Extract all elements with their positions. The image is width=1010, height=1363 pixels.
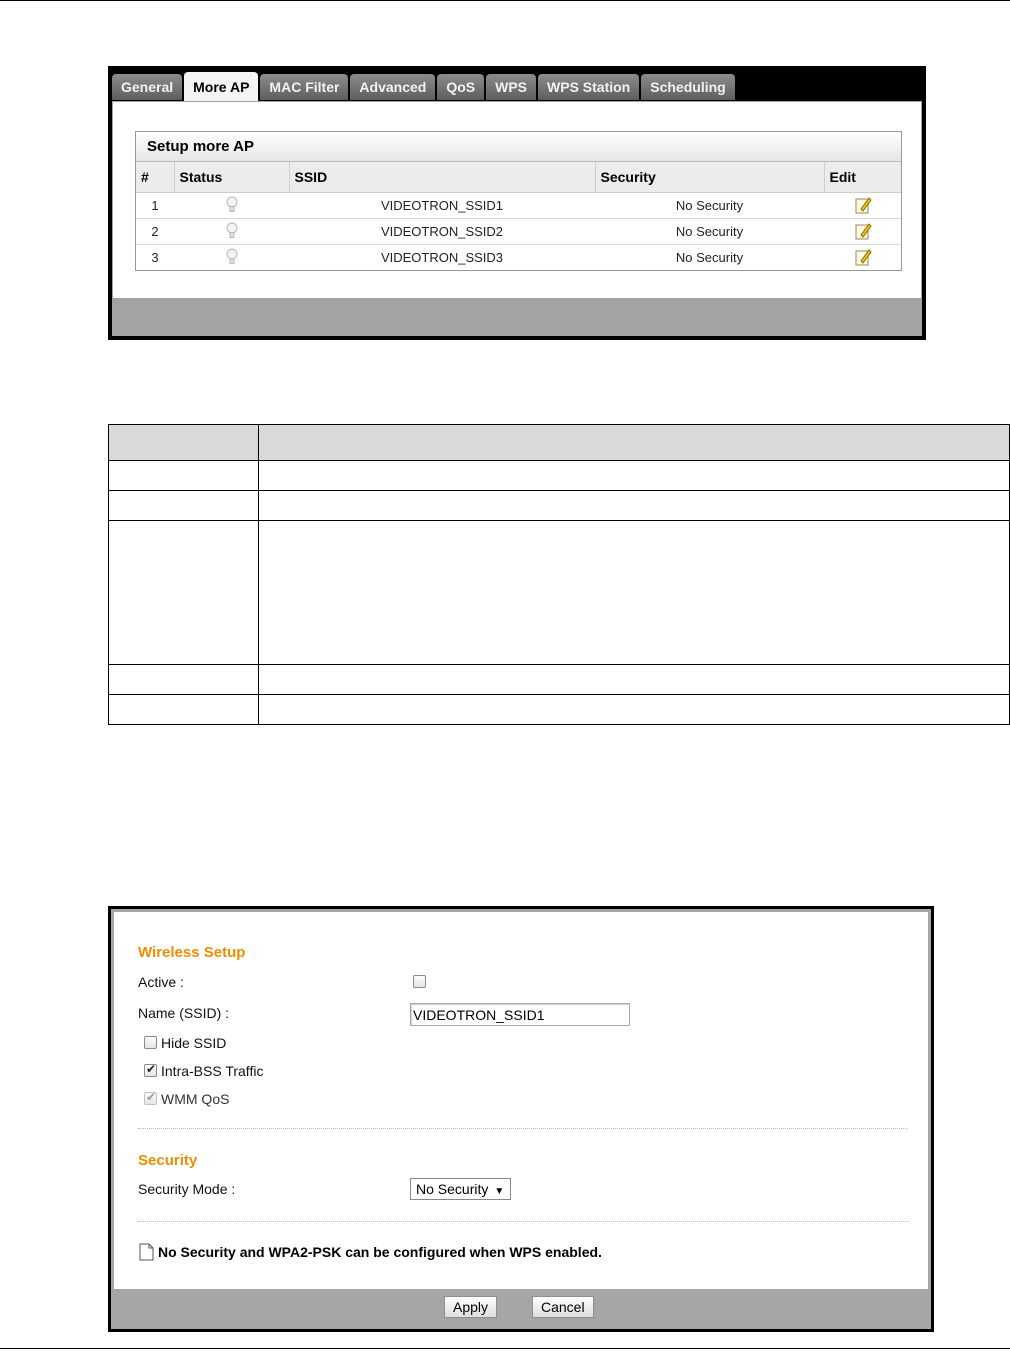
tab-panel-content [113, 102, 921, 298]
dialog-content [114, 912, 928, 1289]
page-bottom-rule [0, 1348, 1010, 1349]
row-number: 1 [136, 192, 174, 218]
section-divider [138, 1221, 908, 1222]
row-ssid: VIDEOTRON_SSID1 [289, 192, 595, 218]
table-row [136, 218, 901, 244]
description-table [108, 424, 1010, 725]
note-document-icon [139, 1243, 154, 1261]
tab-panel [112, 101, 922, 336]
wireless-setup-screenshot [108, 906, 934, 1332]
dropdown-arrow-icon: ▼ [494, 1186, 505, 1197]
col-number: # [136, 162, 174, 192]
hide-ssid-label: Hide SSID [161, 1035, 227, 1051]
more-ap-screenshot [108, 66, 926, 340]
description-text-cell [259, 665, 1010, 695]
table-row [136, 192, 901, 218]
hide-ssid-checkbox[interactable] [144, 1036, 157, 1049]
description-text-cell [259, 521, 1010, 665]
row-status [174, 218, 289, 244]
tab-advanced[interactable]: Advanced [350, 74, 435, 100]
active-label: Active : [138, 974, 184, 990]
tab-bar [112, 72, 735, 101]
table-row [136, 244, 901, 270]
tab-mac-filter[interactable]: MAC Filter [260, 74, 348, 100]
description-header-row [109, 425, 1010, 461]
dialog-frame [111, 909, 931, 1329]
security-title: Security [138, 1152, 198, 1169]
edit-pencil-icon[interactable] [854, 222, 872, 240]
lightbulb-off-icon [224, 222, 240, 240]
tab-wps-station[interactable]: WPS Station [538, 74, 639, 100]
wps-note [139, 1243, 602, 1261]
row-edit [824, 244, 901, 270]
description-header-desc [259, 425, 1010, 461]
intra-bss-checkbox[interactable] [144, 1064, 157, 1077]
page-top-rule [0, 0, 1010, 1]
cancel-button[interactable]: Cancel [532, 1296, 594, 1318]
row-edit [824, 218, 901, 244]
description-label-cell [109, 521, 259, 665]
description-label-cell [109, 695, 259, 725]
row-ssid: VIDEOTRON_SSID2 [289, 218, 595, 244]
table-title: Setup more AP [136, 132, 901, 162]
row-security: No Security [595, 192, 824, 218]
description-label-cell [109, 491, 259, 521]
row-security: No Security [675, 249, 744, 265]
active-checkbox[interactable] [413, 975, 426, 988]
more-ap-table [135, 131, 902, 271]
table-header-row [136, 162, 901, 192]
tab-qos[interactable]: QoS [437, 74, 484, 100]
wps-note-text: No Security and WPA2-PSK can be configured when WPS enabled. [158, 1244, 602, 1260]
description-text-cell [259, 461, 1010, 491]
edit-pencil-icon[interactable] [854, 248, 872, 266]
intra-bss-label: Intra-BSS Traffic [161, 1063, 264, 1079]
row-ssid: VIDEOTRON_SSID3 [380, 249, 504, 265]
description-row [109, 461, 1010, 491]
lightbulb-off-icon [224, 248, 240, 266]
more-ap-grid [136, 162, 901, 270]
apply-button[interactable]: Apply [444, 1296, 497, 1318]
description-row [109, 521, 1010, 665]
edit-pencil-icon[interactable] [854, 196, 872, 214]
row-status [174, 192, 289, 218]
col-security: Security [595, 162, 824, 192]
security-mode-label: Security Mode : [138, 1181, 236, 1197]
col-edit: Edit [824, 162, 901, 192]
tab-general[interactable]: General [112, 74, 182, 100]
tab-wps[interactable]: WPS [486, 74, 536, 100]
row-number: 2 [136, 218, 174, 244]
row-security: No Security [595, 218, 824, 244]
description-row [109, 665, 1010, 695]
description-row [109, 491, 1010, 521]
tab-more-ap[interactable]: More AP [184, 72, 258, 101]
wmm-qos-checkbox [144, 1092, 157, 1105]
wmm-qos-label: WMM QoS [161, 1091, 230, 1107]
col-status: Status [174, 162, 289, 192]
wireless-setup-title: Wireless Setup [138, 944, 246, 961]
tab-scheduling[interactable]: Scheduling [641, 74, 734, 100]
lightbulb-off-icon [224, 196, 240, 214]
section-divider [138, 1128, 908, 1129]
col-ssid: SSID [289, 162, 595, 192]
description-row [109, 695, 1010, 725]
description-text-cell [259, 695, 1010, 725]
row-edit [824, 192, 901, 218]
description-header-label [109, 425, 259, 461]
description-label-cell [109, 665, 259, 695]
description-label-cell [109, 461, 259, 491]
row-number: 3 [151, 249, 159, 265]
description-text-cell [259, 491, 1010, 521]
name-ssid-label: Name (SSID) : [138, 1005, 230, 1021]
security-mode-value: No Security [416, 1181, 489, 1197]
security-mode-select[interactable] [410, 1178, 511, 1200]
ssid-input[interactable] [410, 1003, 630, 1026]
row-status [174, 244, 289, 270]
